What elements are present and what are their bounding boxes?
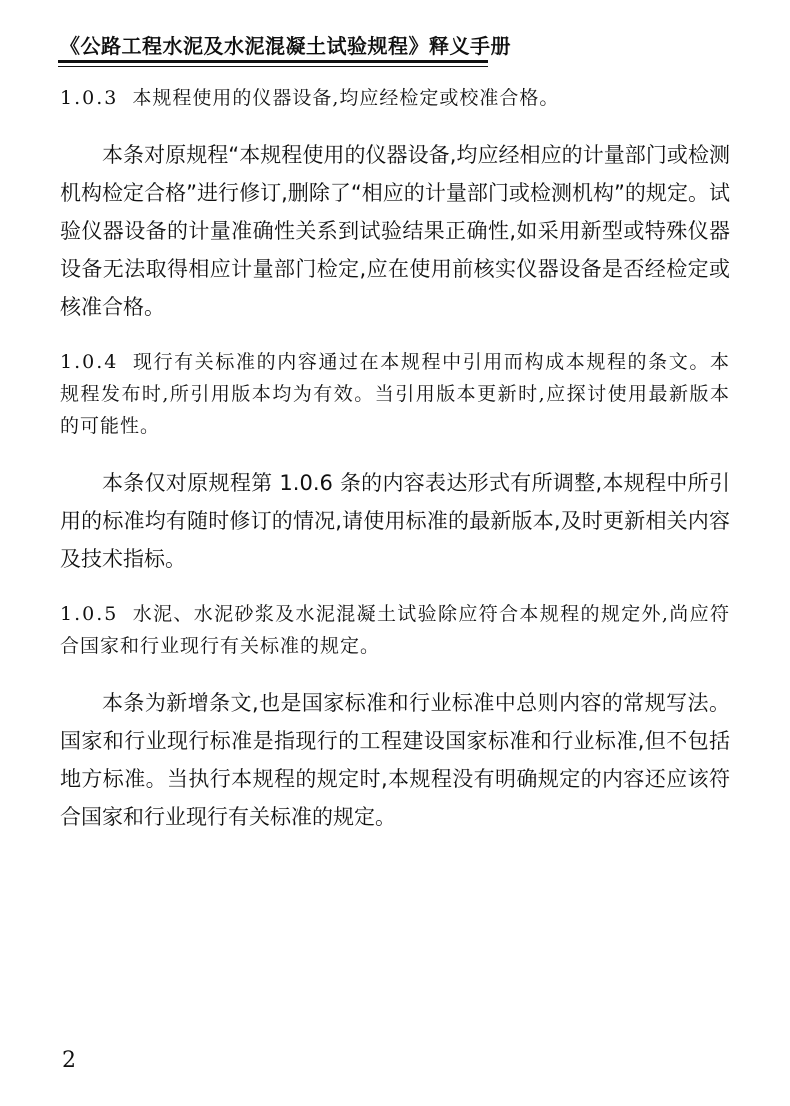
clause-number: 1.0.5	[60, 603, 119, 625]
page-number: 2	[62, 1048, 76, 1073]
running-header-title: 《公路工程水泥及水泥混凝土试验规程》释义手册	[60, 34, 511, 58]
clause-number: 1.0.3	[60, 87, 119, 109]
header-rule-thin	[58, 66, 488, 67]
header-rule-thick	[58, 60, 488, 63]
clause-1-0-4	[60, 346, 730, 442]
clause-1-0-5	[60, 598, 730, 662]
clause-1-0-3	[60, 82, 730, 114]
commentary-1-0-4: 本条仅对原规程第 1.0.6 条的内容表达形式有所调整,本规程中所引用的标准均有随时修订的情况,请使用标准的最新版本,及时更新相关内容及技术指标。	[60, 471, 730, 571]
clause-text: 本规程使用的仪器设备,均应经检定或校准合格。	[132, 87, 560, 109]
clause-text: 现行有关标准的内容通过在本规程中引用而构成本规程的条文。本规程发布时,所引用版本均为有效。当引用版本更新时,应探讨使用最新版本的可能性。	[60, 351, 730, 437]
clause-number: 1.0.4	[60, 351, 119, 373]
commentary-1-0-5: 本条为新增条文,也是国家标准和行业标准中总则内容的常规写法。国家和行业现行标准是指现行的工程建设国家标准和行业标准,但不包括地方标准。当执行本规程的规定时,本规程没有明确规定的内容还应该符合国家和行业现行有关标准的规定。	[60, 691, 730, 829]
clause-text: 水泥、水泥砂浆及水泥混凝土试验除应符合本规程的规定外,尚应符合国家和行业现行有关标准的规定。	[60, 603, 730, 657]
commentary-1-0-3: 本条对原规程“本规程使用的仪器设备,均应经相应的计量部门或检测机构检定合格”进行修订,删除了“相应的计量部门或检测机构”的规定。试验仪器设备的计量准确性关系到试验结果正确性,如采用新型或特殊仪器设备无法取得相应计量部门检定,应在使用前核实仪器设备是否经检定或核准合格。	[60, 143, 730, 319]
page-body	[60, 82, 730, 856]
